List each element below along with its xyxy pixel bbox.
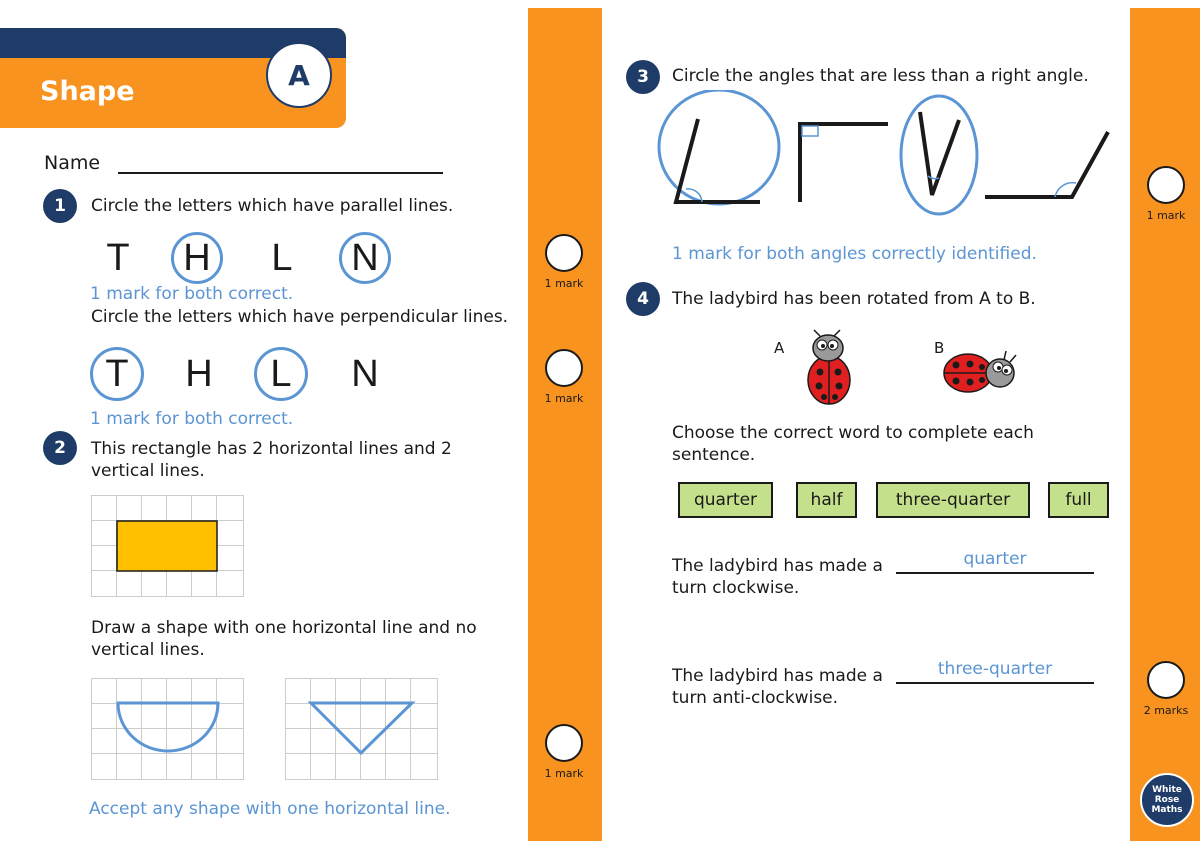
page-title: Shape	[40, 76, 135, 107]
acute-angle-2	[920, 112, 959, 195]
mark-box[interactable]	[545, 724, 583, 762]
version-badge: A	[266, 42, 332, 108]
letter-option[interactable]: H	[183, 237, 211, 279]
semicircle-shape	[118, 703, 218, 751]
question-number-1: 1	[43, 189, 77, 223]
q1-prompt-perpendicular: Circle the letters which have perpendicular lines.	[91, 307, 509, 327]
q2-draw-prompt-line2: vertical lines.	[91, 640, 205, 660]
word-option-three-quarter[interactable]: three-quarter	[876, 482, 1030, 518]
q4-prompt: The ladybird has been rotated from A to B.	[672, 289, 1036, 309]
question-number-2: 2	[43, 431, 77, 465]
letter-option[interactable]: N	[351, 237, 379, 279]
word-option-half[interactable]: half	[796, 482, 857, 518]
q1-answer-perpendicular: 1 mark for both correct.	[90, 409, 294, 429]
q4-choose-line2: sentence.	[672, 445, 756, 465]
sentence1-start: The ladybird has made a	[672, 556, 883, 576]
name-field[interactable]	[118, 172, 443, 174]
ladybird-a-icon	[798, 328, 856, 406]
logo-line2: Rose	[1154, 795, 1180, 805]
rectangle-grid	[91, 495, 244, 597]
ladybird-b-icon	[940, 346, 1020, 394]
logo-line3: Maths	[1151, 805, 1183, 815]
sentence2-end: turn anti-clockwise.	[672, 688, 839, 708]
q1-answer-parallel: 1 mark for both correct.	[90, 284, 294, 304]
mark-label: 2 marks	[1143, 704, 1189, 717]
ladybird-label-a: A	[774, 339, 785, 357]
yellow-rectangle	[117, 521, 217, 571]
q4-choose-line1: Choose the correct word to complete each	[672, 423, 1034, 443]
q2-prompt-line2: vertical lines.	[91, 461, 205, 481]
mark-box[interactable]	[545, 349, 583, 387]
letter-option[interactable]: T	[105, 353, 129, 395]
ladybird-label-b: B	[934, 339, 945, 357]
question-number-4: 4	[626, 282, 660, 316]
letter-option[interactable]: T	[106, 237, 130, 279]
letter-option[interactable]: L	[271, 237, 293, 279]
mark-label: 1 mark	[1146, 209, 1186, 222]
mark-label: 1 mark	[544, 392, 584, 405]
mark-label: 1 mark	[544, 767, 584, 780]
letter-option[interactable]: H	[185, 353, 213, 395]
mark-label: 1 mark	[544, 277, 584, 290]
answer-circle	[901, 96, 977, 214]
q1-prompt-parallel: Circle the letters which have parallel lines.	[91, 196, 454, 216]
q2-draw-prompt-line1: Draw a shape with one horizontal line and no	[91, 618, 477, 638]
sentence2-start: The ladybird has made a	[672, 666, 883, 686]
q2-prompt-line1: This rectangle has 2 horizontal lines and 2	[91, 439, 452, 459]
q3-answer: 1 mark for both angles correctly identified.	[672, 244, 1037, 264]
answer-circle	[659, 90, 779, 204]
letter-option[interactable]: L	[270, 353, 292, 395]
q2-answer: Accept any shape with one horizontal line.	[89, 799, 451, 819]
letter-option[interactable]: N	[351, 353, 379, 395]
name-label: Name	[44, 152, 101, 174]
question-number-3: 3	[626, 60, 660, 94]
mark-box[interactable]	[1147, 661, 1185, 699]
obtuse-angle	[985, 132, 1108, 197]
drawing-grid-semicircle[interactable]	[91, 678, 244, 780]
white-rose-maths-logo	[1140, 773, 1194, 827]
mark-box[interactable]	[545, 234, 583, 272]
logo-line1: White	[1152, 785, 1182, 795]
drawing-grid-triangle[interactable]	[285, 678, 438, 780]
sentence2-blank[interactable]	[896, 682, 1094, 684]
sentence1-blank[interactable]	[896, 572, 1094, 574]
mark-box[interactable]	[1147, 166, 1185, 204]
marks-strip-left	[528, 8, 602, 841]
q3-prompt: Circle the angles that are less than a right angle.	[672, 66, 1089, 86]
word-option-quarter[interactable]: quarter	[678, 482, 773, 518]
sentence1-answer: quarter	[963, 549, 1027, 569]
word-option-full[interactable]: full	[1048, 482, 1109, 518]
sentence1-end: turn clockwise.	[672, 578, 800, 598]
sentence2-answer: three-quarter	[937, 659, 1053, 679]
angles-diagram	[650, 90, 1120, 235]
